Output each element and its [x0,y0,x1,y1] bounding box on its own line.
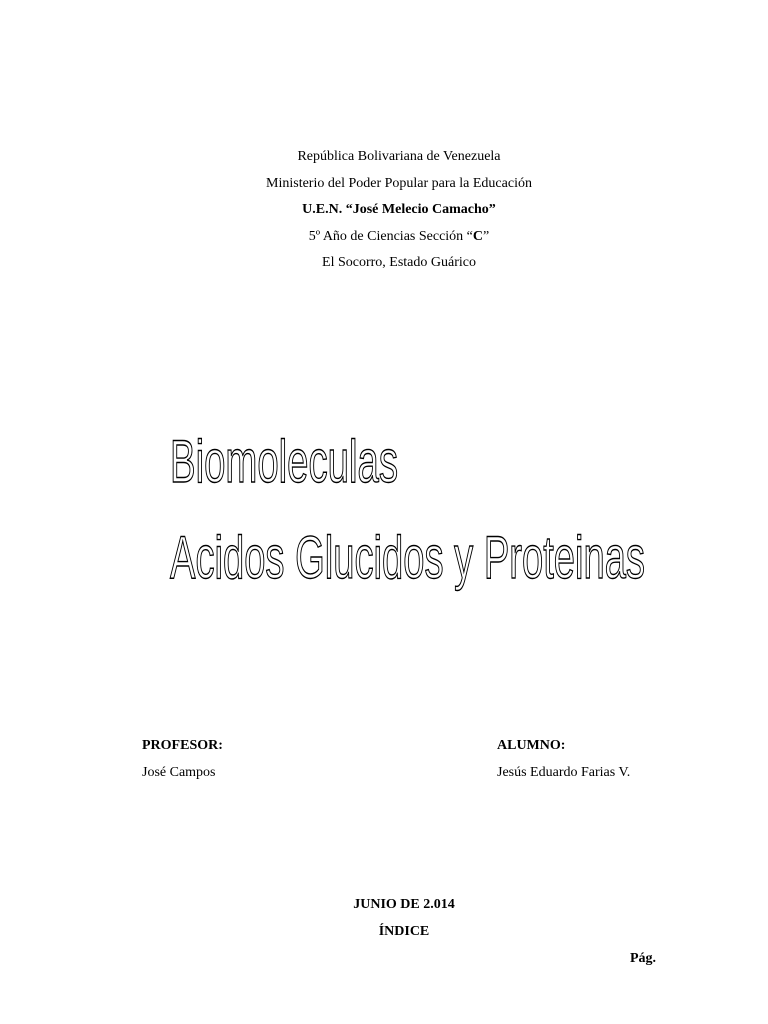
alumno-label: ALUMNO: [497,738,566,753]
title-line-2: Acidos Glucidos y Proteinas [170,524,645,591]
document-title [0,400,768,620]
header-grade-text: 5º Año de Ciencias Sección “ [308,228,473,244]
index-page-column-header: Pág. [630,951,657,966]
alumno-name: Jesús Eduardo Farias V. [497,765,631,780]
title-line-1: Biomoleculas [170,428,398,495]
profesor-name: José Campos [142,765,216,780]
header-location: El Socorro, Estado Guárico [322,255,476,270]
header-grade [30,224,768,251]
header-section-letter: C [472,228,484,244]
header-school: U.E.N. “José Melecio Camacho” [302,202,496,217]
index-heading: ÍNDICE [378,924,430,939]
institution-header [0,144,768,277]
header-ministry: Ministerio del Poder Popular para la Educación [266,175,532,191]
header-grade-suffix: ” [483,228,490,244]
document-date: JUNIO DE 2.014 [353,897,455,912]
header-country: República Bolivariana de Venezuela [297,149,501,164]
profesor-label: PROFESOR: [142,738,223,753]
